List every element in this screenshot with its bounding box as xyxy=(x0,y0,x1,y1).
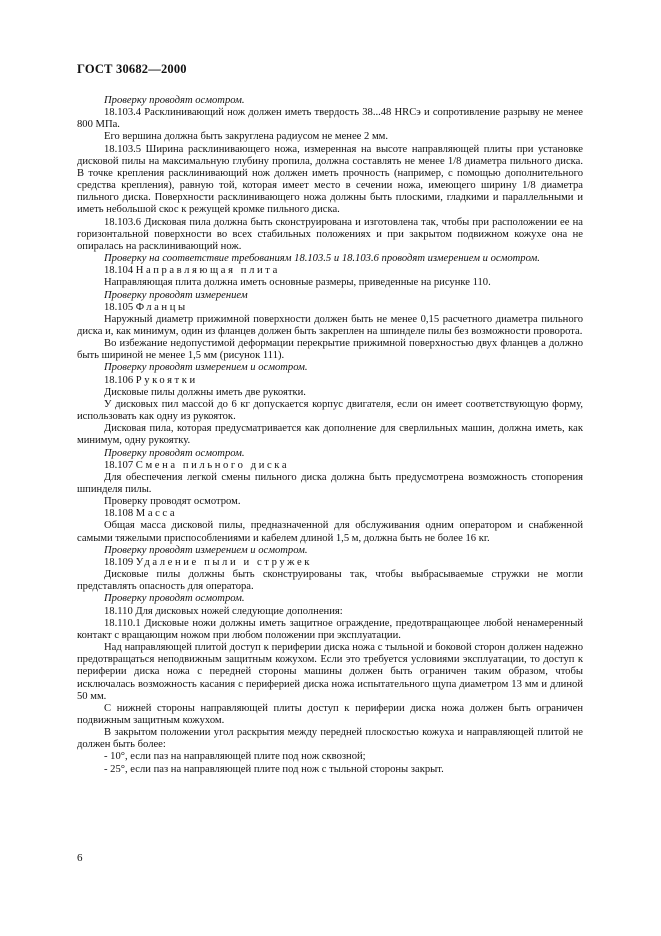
paragraph: У дисковых пил массой до 6 кг допускается корпус двигателя, если он имеет соответствующую форму, использовать как одну из рукояток. xyxy=(77,398,583,423)
section-number: 18.107 xyxy=(104,459,134,471)
section-heading-18-108 xyxy=(77,508,583,520)
section-title: Масса xyxy=(135,508,178,520)
section-heading-18-105 xyxy=(77,302,583,314)
paragraph: Дисковые пилы должны быть сконструированы так, чтобы выбрасываемые стружки не могли представлять опасность для оператора. xyxy=(77,569,583,593)
paragraph-check: Проверку проводят измерением и осмотром. xyxy=(104,362,308,374)
section-number: 18.105 xyxy=(104,301,134,313)
section-heading-18-107 xyxy=(77,460,583,472)
section-title: Смена пильного диска xyxy=(135,459,290,471)
section-number: 18.106 xyxy=(104,374,134,386)
section-number: 18.104 xyxy=(104,265,134,277)
page-number: 6 xyxy=(77,852,83,864)
paragraph: Для обеспечения легкой смены пильного диска должна быть предусмотрена возможность стопорения шпинделя пилы. xyxy=(77,471,583,495)
paragraph: Общая масса дисковой пилы, предназначенной для обслуживания одним оператором и снабженной самыми тяжелыми приспособлениями и кабелем длиной 1,5 м, должна быть не более 16 кг. xyxy=(77,520,583,544)
document-body xyxy=(77,95,583,776)
paragraph: Направляющая плита должна иметь основные размеры, приведенные на рисунке 110. xyxy=(104,277,491,289)
paragraph-18-103-5: 18.103.5 Ширина расклинивающего ножа, измеренная на высоте направляющей плиты при установке дисковой пилы на максимальную глубину пропила, должна составлять не менее 1/8 диаметра пильного диска. В точке крепления расклинивающий нож должен иметь прочность (например, с помощью дополнительного средства крепления), равную той, которая имеет место в сечении ножа, имеющего ширину 1/8 диаметра пильного диска. Поверхности расклинивающего ножа должны быть плоскими, гладкими и параллельными и иметь небольшой скос к режущей кромке пильного диска. xyxy=(77,143,583,216)
paragraph-18-110-1: 18.110.1 Дисковые ножи должны иметь защитное ограждение, предотвращающее любой ненамеренный контакт с вращающим ножом при любом положении при эксплуатации. xyxy=(77,617,583,641)
paragraph-check: Проверку проводят измерением и осмотром. xyxy=(104,544,308,556)
paragraph: Во избежание недопустимой деформации перекрытие прижимной поверхностью двух фланцев a должно быть шириной не менее 1,5 мм (рисунок 111). xyxy=(77,338,583,362)
paragraph: Дисковые пилы должны иметь две рукоятки. xyxy=(104,386,306,398)
paragraph-check: Проверку проводят осмотром. xyxy=(104,593,245,605)
list-item: - 25°, если паз на направляющей плите под нож с тыльной стороны закрыт. xyxy=(104,763,444,775)
section-title: Направляющая плита xyxy=(135,265,280,277)
paragraph-check: Проверку проводят осмотром. xyxy=(104,95,245,106)
section-title: Рукоятки xyxy=(135,374,198,386)
paragraph-check: Проверку на соответствие требованиям 18.103.5 и 18.103.6 проводят измерением и осмотром. xyxy=(104,253,540,265)
section-heading-18-106 xyxy=(77,375,583,387)
paragraph-18-103-6: 18.103.6 Дисковая пила должна быть сконструирована и изготовлена так, чтобы при расположении ее на горизонтальной поверхности во всех стабильных положениях и при закрытом подвижном кожухе она не опиралась на расклинивающий нож. xyxy=(77,216,583,252)
paragraph-check: Проверку проводят осмотром. xyxy=(104,496,241,508)
paragraph: Над направляющей плитой доступ к периферии диска ножа с тыльной и боковой сторон должен надежно предотвращаться неподвижным защитным кожухом. Если это требуется условиями эксплуатации, то доступ к периферии диска ножа с передней стороны машины должен быть ограничен таким образом, чтобы исключалась возможность касания с периферией диска ножа испытательного щупа диаметром 13 мм и длиной 50 мм. xyxy=(77,642,583,702)
section-title: Удаление пыли и стружек xyxy=(135,556,312,568)
section-number: 18.109 xyxy=(104,556,134,568)
paragraph: Его вершина должна быть закруглена радиусом не менее 2 мм. xyxy=(104,131,389,143)
paragraph: Дисковая пила, которая предусматривается как дополнение для сверлильных машин, должна иметь, как минимум, одну рукоятку. xyxy=(77,423,583,447)
paragraph-check: Проверку проводят измерением xyxy=(104,289,248,301)
paragraph-check: Проверку проводят осмотром. xyxy=(104,447,245,459)
standard-header: ГОСТ 30682—2000 xyxy=(77,62,187,76)
paragraph-18-110: 18.110 Для дисковых ножей следующие дополнения: xyxy=(104,605,343,617)
paragraph-18-103-4: 18.103.4 Расклинивающий нож должен иметь твердость 38...48 HRCэ и сопротивление разрыву не менее 800 МПа. xyxy=(77,107,583,131)
section-number: 18.108 xyxy=(104,508,134,520)
section-title: Фланцы xyxy=(135,301,188,313)
list-item: - 10°, если паз на направляющей плите под нож сквозной; xyxy=(104,751,366,763)
paragraph: В закрытом положении угол раскрытия между передней плоскостью кожуха и направляющей плитой не должен быть более: xyxy=(77,727,583,751)
paragraph: Наружный диаметр прижимной поверхности должен быть не менее 0,15 расчетного диаметра пильного диска и, как минимум, один из фланцев должен быть закреплен на шпинделе пилы без возможности проворота. xyxy=(77,313,583,337)
paragraph: С нижней стороны направляющей плиты доступ к периферии диска ножа должен быть ограничен подвижным защитным кожухом. xyxy=(77,702,583,726)
section-heading-18-104 xyxy=(77,265,583,277)
section-heading-18-109 xyxy=(77,557,583,569)
